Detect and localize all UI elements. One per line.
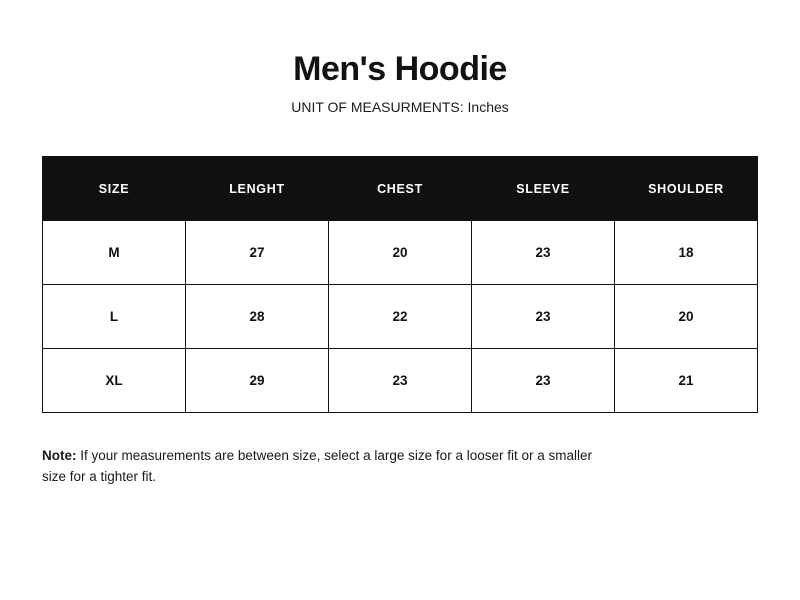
size-table-body xyxy=(43,221,758,413)
column-header-lenght: LENGHT xyxy=(186,157,329,221)
cell-sleeve: 23 xyxy=(472,221,615,285)
note-body: If your measurements are between size, select a large size for a looser fit or a smaller size for a tighter fit. xyxy=(42,448,592,485)
cell-chest: 22 xyxy=(329,285,472,349)
unit-of-measurement-label: UNIT OF MEASURMENTS: Inches xyxy=(291,99,509,116)
column-header-chest: CHEST xyxy=(329,157,472,221)
cell-lenght: 27 xyxy=(186,221,329,285)
size-table-container xyxy=(42,156,758,413)
column-header-size: SIZE xyxy=(43,157,186,221)
cell-size: M xyxy=(43,221,186,285)
page-header xyxy=(0,0,800,115)
page-title: Men's Hoodie xyxy=(293,50,507,88)
cell-shoulder: 18 xyxy=(615,221,758,285)
cell-sleeve: 23 xyxy=(472,285,615,349)
table-row xyxy=(43,349,758,413)
column-header-shoulder: SHOULDER xyxy=(615,157,758,221)
note-label: Note: xyxy=(42,448,77,464)
cell-shoulder: 20 xyxy=(615,285,758,349)
cell-size: L xyxy=(43,285,186,349)
cell-chest: 23 xyxy=(329,349,472,413)
cell-lenght: 29 xyxy=(186,349,329,413)
table-row xyxy=(43,221,758,285)
cell-shoulder: 21 xyxy=(615,349,758,413)
cell-chest: 20 xyxy=(329,221,472,285)
cell-size: XL xyxy=(43,349,186,413)
size-table-head xyxy=(43,157,758,221)
size-table xyxy=(42,156,758,413)
table-row xyxy=(43,285,758,349)
column-header-sleeve: SLEEVE xyxy=(472,157,615,221)
cell-sleeve: 23 xyxy=(472,349,615,413)
cell-lenght: 28 xyxy=(186,285,329,349)
table-header-row xyxy=(43,157,758,221)
note-text xyxy=(42,446,602,488)
